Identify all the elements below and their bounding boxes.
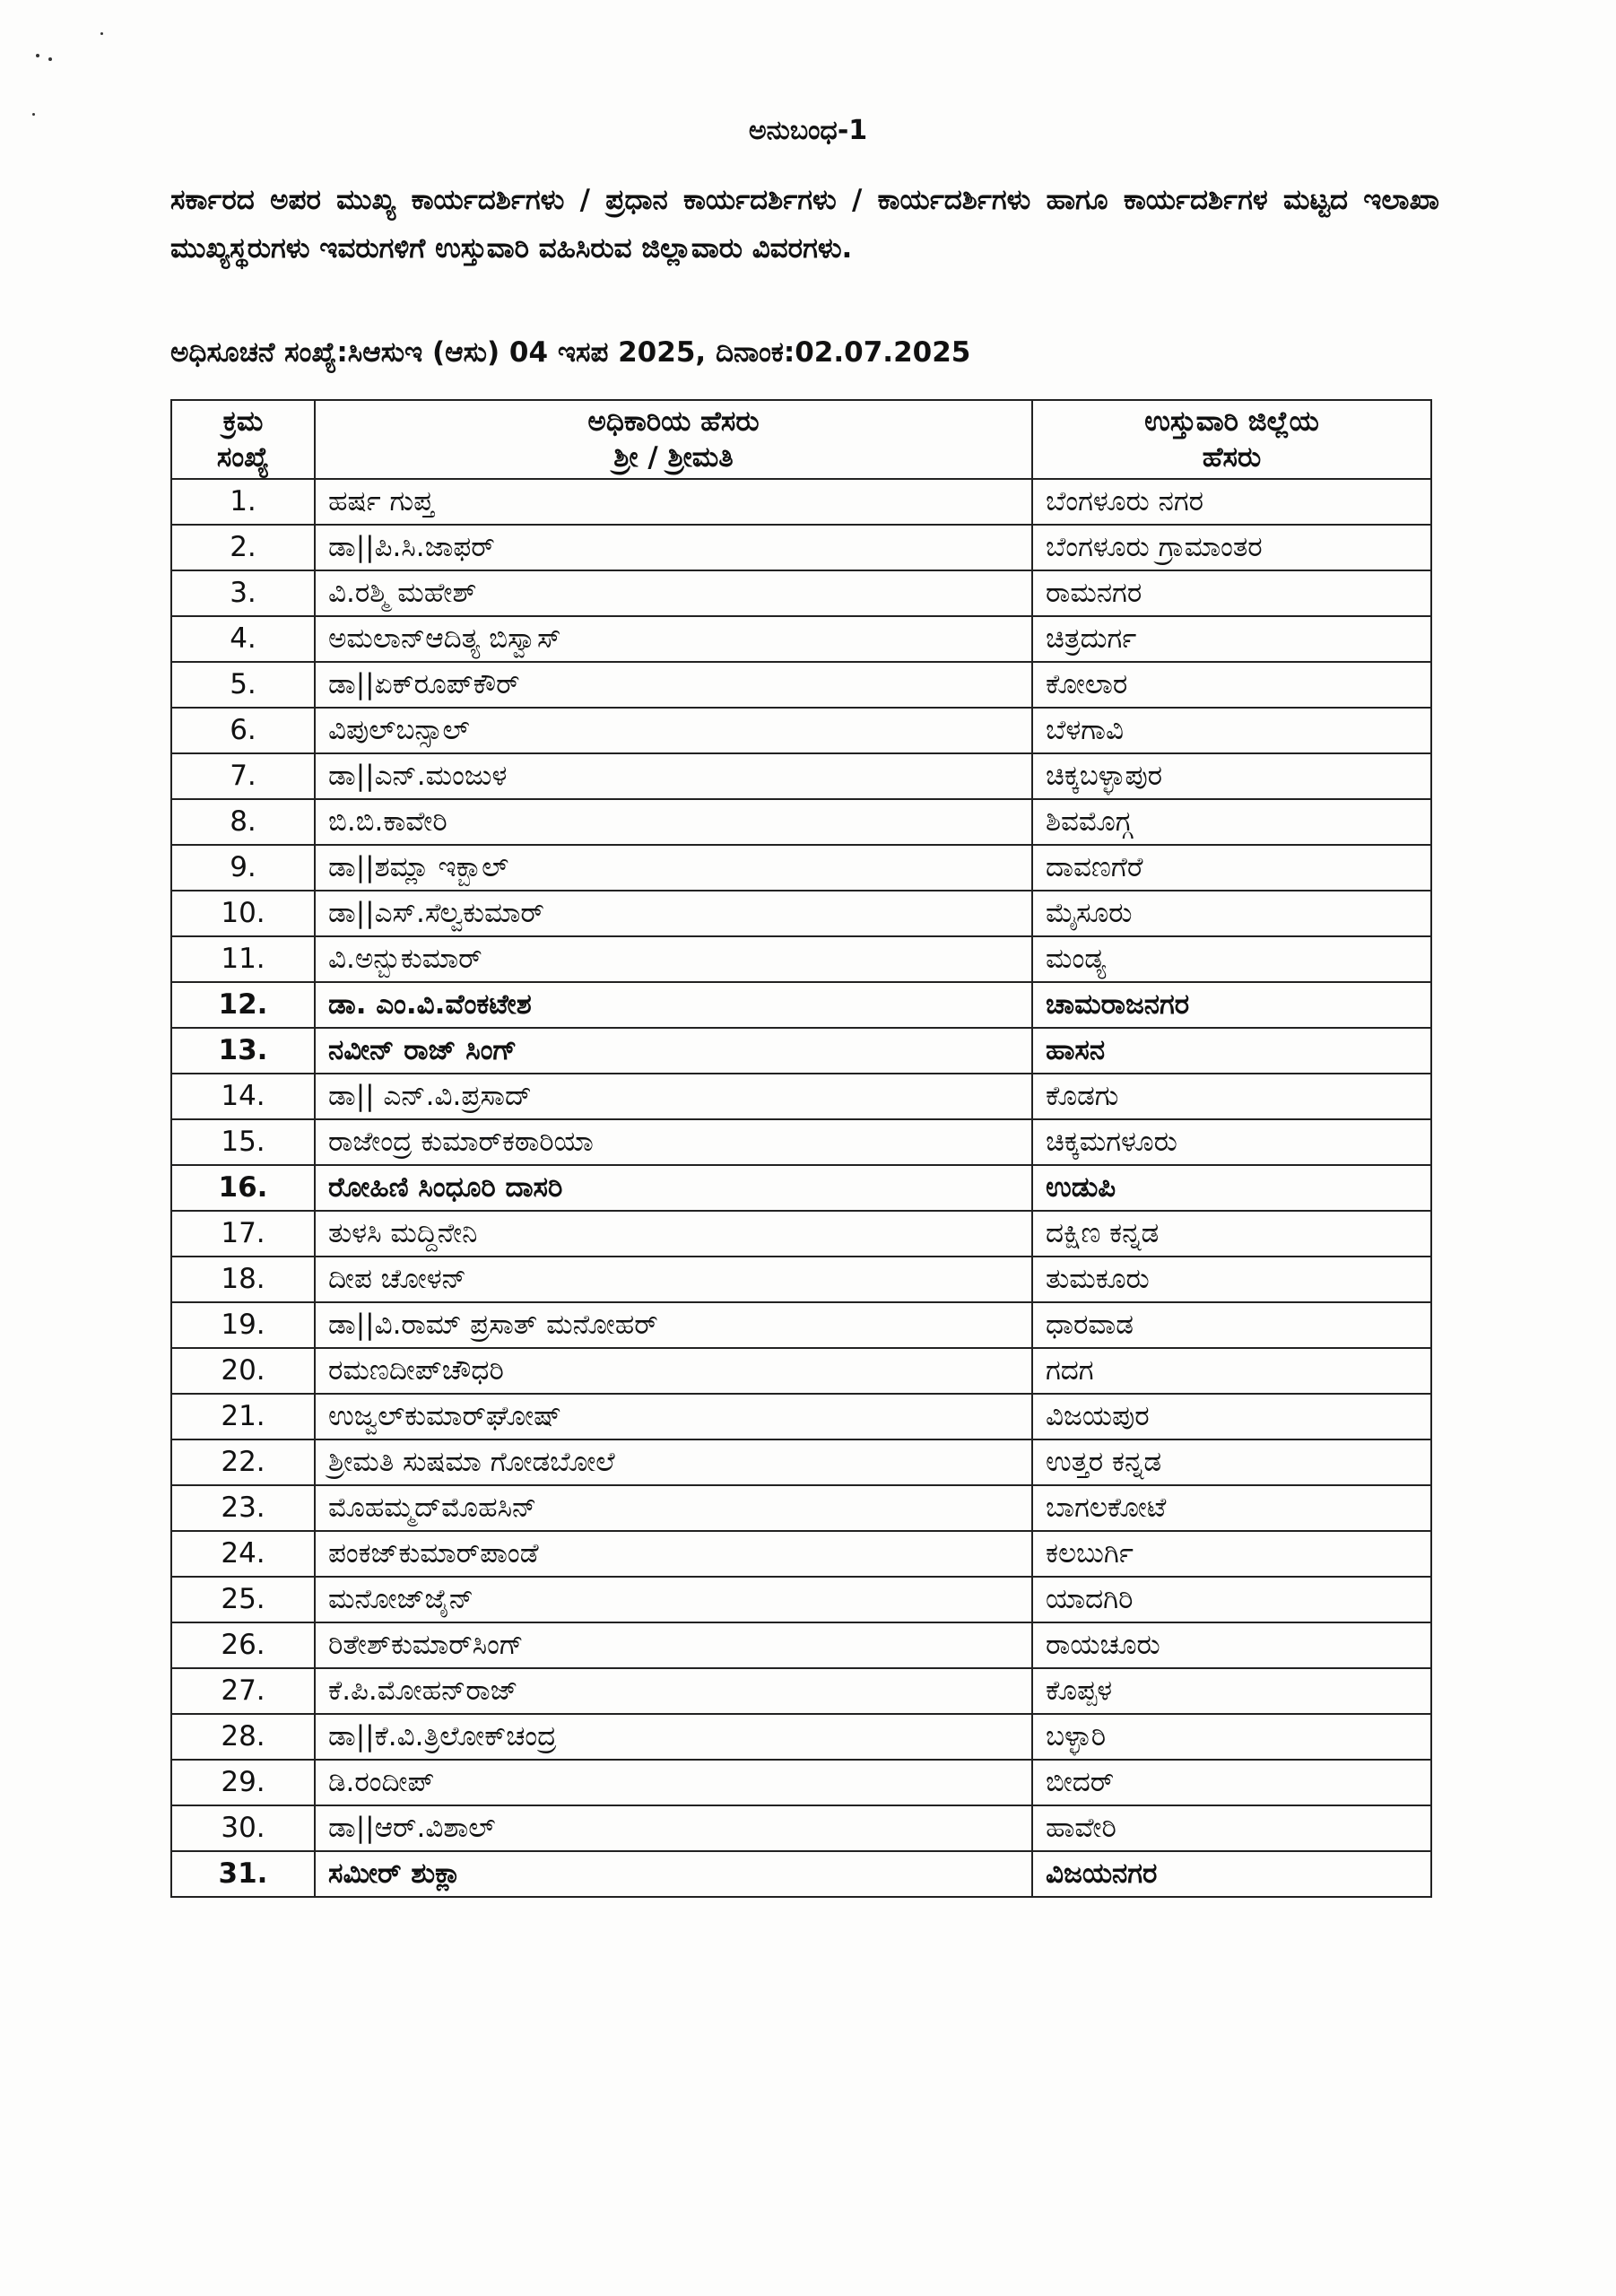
serial-header-line: ಸಂಖ್ಯೆ — [216, 441, 270, 474]
officer-name-cell: ಡಾ||ಕೆ.ವಿ.ತ್ರಿಲೋಕ್‌ಚಂದ್ರ — [315, 1714, 1032, 1760]
district-name-cell: ಚಿತ್ರದುರ್ಗ — [1032, 616, 1431, 662]
serial-number-cell: 13. — [171, 1028, 315, 1074]
serial-number-cell: 27. — [171, 1668, 315, 1714]
district-name-cell: ಯಾದಗಿರಿ — [1032, 1577, 1431, 1622]
officer-name-cell: ಡಾ||ಏಕ್‌ರೂಪ್‌ಕೌರ್ — [315, 662, 1032, 708]
district-name-cell: ದಾವಣಗೆರೆ — [1032, 845, 1431, 891]
serial-number-cell: 24. — [171, 1531, 315, 1577]
officer-name-cell: ದೀಪ ಚೋಳನ್ — [315, 1257, 1032, 1302]
scan-speck — [48, 57, 52, 61]
serial-number-cell: 2. — [171, 525, 315, 570]
officer-header-line: ಶ್ರೀ / ಶ್ರೀಮತಿ — [613, 441, 734, 474]
officer-name-cell: ರೋಹಿಣಿ ಸಿಂಧೂರಿ ದಾಸರಿ — [315, 1165, 1032, 1211]
table-row — [171, 1622, 1431, 1668]
officer-name-header — [315, 400, 1032, 479]
district-name-cell: ಮೈಸೂರು — [1032, 891, 1431, 936]
officer-name-cell: ಡಾ. ಎಂ.ವಿ.ವೆಂಕಟೇಶ — [315, 982, 1032, 1028]
district-name-cell: ಗದಗ — [1032, 1348, 1431, 1394]
district-name-cell: ಬೆಂಗಳೂರು ಗ್ರಾಮಾಂತರ — [1032, 525, 1431, 570]
officers-table — [170, 399, 1432, 1898]
table-row — [171, 708, 1431, 753]
district-name-cell: ಕೊಡಗು — [1032, 1074, 1431, 1119]
document-heading: ಸರ್ಕಾರದ ಅಪರ ಮುಖ್ಯ ಕಾರ್ಯದರ್ಶಿಗಳು / ಪ್ರಧಾನ ಕಾರ್ಯದರ್ಶಿಗಳು / ಕಾರ್ಯದರ್ಶಿಗಳು ಹಾಗೂ ಕಾರ್ಯದರ್ಶಿಗಳ ಮಟ್ಟದ ಇಲಾಖಾ ಮುಖ್ಯಸ್ಥರುಗಳು ಇವರುಗಳಿಗೆ ಉಸ್ತುವಾರಿ ವಹಿಸಿರುವ ಜಿಲ್ಲಾವಾರು ವಿವರಗಳು. — [170, 184, 1439, 265]
serial-number-cell: 25. — [171, 1577, 315, 1622]
serial-number-cell: 9. — [171, 845, 315, 891]
serial-number-cell: 14. — [171, 1074, 315, 1119]
table-row — [171, 1119, 1431, 1165]
table-row — [171, 799, 1431, 845]
district-name-cell: ಉಡುಪಿ — [1032, 1165, 1431, 1211]
scan-speck — [100, 32, 103, 35]
officer-name-cell: ಡಾ||ಆರ್.ವಿಶಾಲ್ — [315, 1805, 1032, 1851]
serial-number-cell: 12. — [171, 982, 315, 1028]
officer-name-cell: ತುಳಸಿ ಮದ್ದಿನೇನಿ — [315, 1211, 1032, 1257]
table-row — [171, 1439, 1431, 1485]
table-row — [171, 616, 1431, 662]
officer-name-cell: ಉಜ್ವಲ್‌ಕುಮಾರ್‌ಘೋಷ್ — [315, 1394, 1032, 1439]
table-row — [171, 1074, 1431, 1119]
district-name-cell: ಬಳ್ಳಾರಿ — [1032, 1714, 1431, 1760]
district-name-cell: ಹಾಸನ — [1032, 1028, 1431, 1074]
district-header-line: ಉಸ್ತುವಾರಿ ಜಿಲ್ಲೆಯ — [1144, 405, 1319, 438]
table-row — [171, 1348, 1431, 1394]
table-row — [171, 891, 1431, 936]
table-row — [171, 1394, 1431, 1439]
serial-number-cell: 21. — [171, 1394, 315, 1439]
district-name-cell: ಚಿಕ್ಕಬಳ್ಳಾಪುರ — [1032, 753, 1431, 799]
table-row — [171, 1165, 1431, 1211]
serial-number-cell: 23. — [171, 1485, 315, 1531]
officer-name-cell: ವಿ.ಅನ್ಬುಕುಮಾರ್ — [315, 936, 1032, 982]
serial-number-cell: 20. — [171, 1348, 315, 1394]
district-name-cell: ಉತ್ತರ ಕನ್ನಡ — [1032, 1439, 1431, 1485]
table-row — [171, 1714, 1431, 1760]
serial-number-cell: 3. — [171, 570, 315, 616]
district-name-cell: ಚಿಕ್ಕಮಗಳೂರು — [1032, 1119, 1431, 1165]
serial-number-cell: 18. — [171, 1257, 315, 1302]
officer-header-line: ಅಧಿಕಾರಿಯ ಹೆಸರು — [587, 405, 760, 438]
serial-number-cell: 26. — [171, 1622, 315, 1668]
district-name-cell: ಮಂಡ್ಯ — [1032, 936, 1431, 982]
table-row — [171, 936, 1431, 982]
officer-name-cell: ರಾಜೇಂದ್ರ ಕುಮಾರ್‌ಕಠಾರಿಯಾ — [315, 1119, 1032, 1165]
serial-number-cell: 8. — [171, 799, 315, 845]
district-name-cell: ಕಲಬುರ್ಗಿ — [1032, 1531, 1431, 1577]
officer-name-cell: ಕೆ.ಪಿ.ಮೋಹನ್‌ರಾಜ್ — [315, 1668, 1032, 1714]
serial-number-cell: 22. — [171, 1439, 315, 1485]
serial-number-cell: 5. — [171, 662, 315, 708]
serial-number-cell: 28. — [171, 1714, 315, 1760]
officer-name-cell: ರಮಣದೀಪ್‌ಚೌಧರಿ — [315, 1348, 1032, 1394]
table-header-row — [171, 400, 1431, 479]
serial-number-cell: 10. — [171, 891, 315, 936]
serial-number-cell: 7. — [171, 753, 315, 799]
serial-number-cell: 11. — [171, 936, 315, 982]
officer-name-cell: ವಿ.ರಶ್ಮಿ ಮಹೇಶ್ — [315, 570, 1032, 616]
serial-number-cell: 29. — [171, 1760, 315, 1805]
table-row — [171, 479, 1431, 525]
serial-number-cell: 31. — [171, 1851, 315, 1897]
officer-name-cell: ಬಿ.ಬಿ.ಕಾವೇರಿ — [315, 799, 1032, 845]
officer-name-cell: ಡಿ.ರಂದೀಪ್ — [315, 1760, 1032, 1805]
table-row — [171, 525, 1431, 570]
serial-number-cell: 30. — [171, 1805, 315, 1851]
district-name-header — [1032, 400, 1431, 479]
officer-name-cell: ಶ್ರೀಮತಿ ಸುಷಮಾ ಗೋಡಬೋಲೆ — [315, 1439, 1032, 1485]
district-name-cell: ರಾಮನಗರ — [1032, 570, 1431, 616]
district-name-cell: ರಾಯಚೂರು — [1032, 1622, 1431, 1668]
table-row — [171, 1851, 1431, 1897]
table-row — [171, 1485, 1431, 1531]
district-name-cell: ಬಾಗಲಕೋಟೆ — [1032, 1485, 1431, 1531]
district-header-line: ಹೆಸರು — [1202, 441, 1262, 474]
table-row — [171, 662, 1431, 708]
table-row — [171, 1577, 1431, 1622]
notification-reference: ಅಧಿಸೂಚನೆ ಸಂಖ್ಯೆ:ಸಿಆಸುಇ (ಆಸು) 04 ಇಸಪ 2025, ದಿನಾಂಕ:02.07.2025 — [170, 336, 971, 369]
district-name-cell: ವಿಜಯನಗರ — [1032, 1851, 1431, 1897]
annexure-title: ಅನುಬಂಧ-1 — [748, 115, 868, 146]
district-name-cell: ಬೆಳಗಾವಿ — [1032, 708, 1431, 753]
district-name-cell: ವಿಜಯಪುರ — [1032, 1394, 1431, 1439]
officer-name-cell: ಡಾ||ಎಸ್.ಸೆಲ್ವಕುಮಾರ್ — [315, 891, 1032, 936]
officer-name-cell: ಪಂಕಜ್‌ಕುಮಾರ್‌ಪಾಂಡೆ — [315, 1531, 1032, 1577]
district-name-cell: ದಕ್ಷಿಣ ಕನ್ನಡ — [1032, 1211, 1431, 1257]
table-row — [171, 1760, 1431, 1805]
officer-name-cell: ಡಾ|| ಎನ್.ವಿ.ಪ್ರಸಾದ್ — [315, 1074, 1032, 1119]
officer-name-cell: ಡಾ||ಎನ್.ಮಂಜುಳ — [315, 753, 1032, 799]
district-name-cell: ಬೆಂಗಳೂರು ನಗರ — [1032, 479, 1431, 525]
officer-name-cell: ವಿಪುಲ್‌ಬನ್ಸಾಲ್ — [315, 708, 1032, 753]
district-name-cell: ಹಾವೇರಿ — [1032, 1805, 1431, 1851]
district-name-cell: ಕೋಲಾರ — [1032, 662, 1431, 708]
officer-name-cell: ಹರ್ಷ ಗುಪ್ತ — [315, 479, 1032, 525]
officer-name-cell: ನವೀನ್ ರಾಜ್ ಸಿಂಗ್ — [315, 1028, 1032, 1074]
serial-header-line: ಕ್ರಮ — [222, 405, 264, 438]
serial-number-cell: 15. — [171, 1119, 315, 1165]
district-name-cell: ತುಮಕೂರು — [1032, 1257, 1431, 1302]
district-name-cell: ಚಾಮರಾಜನಗರ — [1032, 982, 1431, 1028]
officer-name-cell: ಮನೋಜ್‌ಜೈನ್ — [315, 1577, 1032, 1622]
officers-table-body — [171, 479, 1431, 1897]
officer-name-cell: ಮೊಹಮ್ಮದ್‌ಮೊಹಸಿನ್ — [315, 1485, 1032, 1531]
serial-number-cell: 19. — [171, 1302, 315, 1348]
officer-name-cell: ಡಾ||ವಿ.ರಾಮ್ ಪ್ರಸಾತ್ ಮನೋಹರ್ — [315, 1302, 1032, 1348]
table-row — [171, 845, 1431, 891]
serial-number-cell: 6. — [171, 708, 315, 753]
district-name-cell: ಧಾರವಾಡ — [1032, 1302, 1431, 1348]
table-row — [171, 1211, 1431, 1257]
serial-number-cell: 4. — [171, 616, 315, 662]
table-row — [171, 1531, 1431, 1577]
officer-name-cell: ರಿತೇಶ್‌ಕುಮಾರ್‌ಸಿಂಗ್ — [315, 1622, 1032, 1668]
officer-name-cell: ಸಮೀರ್ ಶುಕ್ಲಾ — [315, 1851, 1032, 1897]
table-row — [171, 1805, 1431, 1851]
officer-name-cell: ಡಾ||ಪಿ.ಸಿ.ಜಾಫರ್ — [315, 525, 1032, 570]
district-name-cell: ಶಿವಮೊಗ್ಗ — [1032, 799, 1431, 845]
table-row — [171, 1302, 1431, 1348]
table-row — [171, 570, 1431, 616]
serial-number-cell: 16. — [171, 1165, 315, 1211]
officer-name-cell: ಅಮಲಾನ್‌ಆದಿತ್ಯ ಬಿಸ್ವಾಸ್ — [315, 616, 1032, 662]
district-name-cell: ಬೀದರ್ — [1032, 1760, 1431, 1805]
serial-number-header — [171, 400, 315, 479]
scan-speck — [36, 54, 39, 57]
serial-number-cell: 17. — [171, 1211, 315, 1257]
table-row — [171, 1257, 1431, 1302]
table-row — [171, 1028, 1431, 1074]
serial-number-cell: 1. — [171, 479, 315, 525]
table-row — [171, 753, 1431, 799]
district-name-cell: ಕೊಪ್ಪಳ — [1032, 1668, 1431, 1714]
table-row — [171, 982, 1431, 1028]
officer-name-cell: ಡಾ||ಶಮ್ಲಾ ಇಕ್ಬಾಲ್ — [315, 845, 1032, 891]
table-row — [171, 1668, 1431, 1714]
